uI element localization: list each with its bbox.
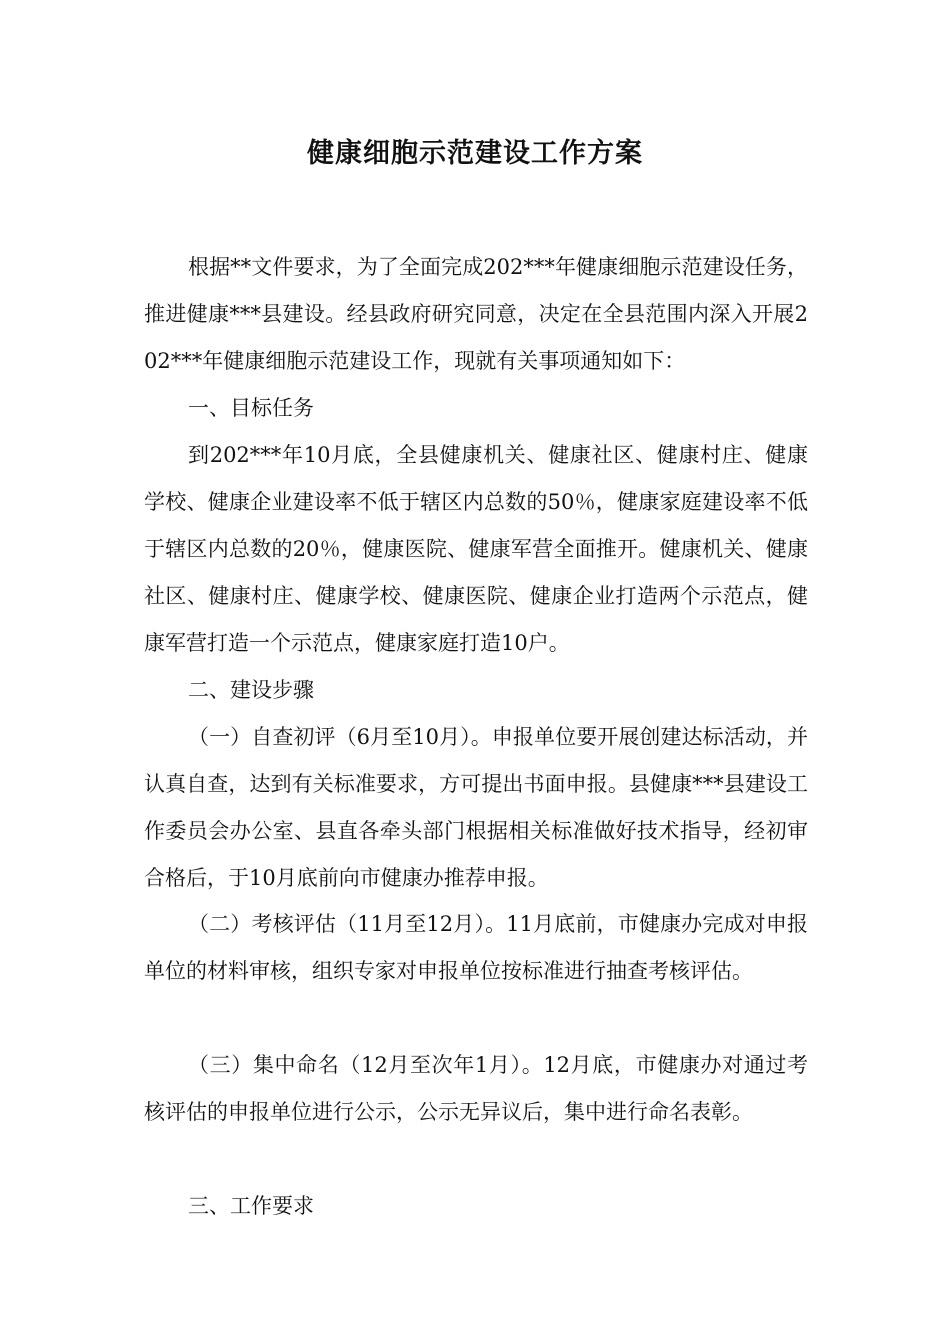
section-heading-goals: 一、目标任务 [188,396,314,420]
step-two-paragraph: （二）考核评估（11月至12月）。11月底前，市健康办完成对申报单位的材料审核，组织专家对申报单位按标准进行抽查考核评估。 [144,912,808,983]
step-three-paragraph: （三）集中命名（12月至次年1月）。12月底，市健康办对通过考核评估的申报单位进行公示，公示无异议后，集中进行命名表彰。 [144,1053,808,1124]
section-heading-requirements: 三、工作要求 [188,1194,314,1218]
goals-paragraph: 到202***年10月底，全县健康机关、健康社区、健康村庄、健康学校、健康企业建设率不低于辖区内总数的50％，健康家庭建设率不低于辖区内总数的20％，健康医院、健康军营全面推开。健康机关、健康社区、健康村庄、健康学校、健康医院、健康企业打造两个示范点，健康军营打造一个示范点，健康家庭打造10户。 [144,443,808,655]
document-title: 健康细胞示范建设工作方案 [307,138,643,169]
section-heading-steps: 二、建设步骤 [188,678,314,702]
intro-paragraph: 根据**文件要求，为了全面完成202***年健康细胞示范建设任务，推进健康***县建设。经县政府研究同意，决定在全县范围内深入开展202***年健康细胞示范建设工作，现就有关事项通知如下： [144,255,808,373]
step-one-paragraph: （一）自查初评（6月至10月）。申报单位要开展创建达标活动，并认真自查，达到有关标准要求，方可提出书面申报。县健康***县建设工作委员会办公室、县直各牵头部门根据相关标准做好技术指导，经初审合格后，于10月底前向市健康办推荐申报。 [144,725,808,890]
